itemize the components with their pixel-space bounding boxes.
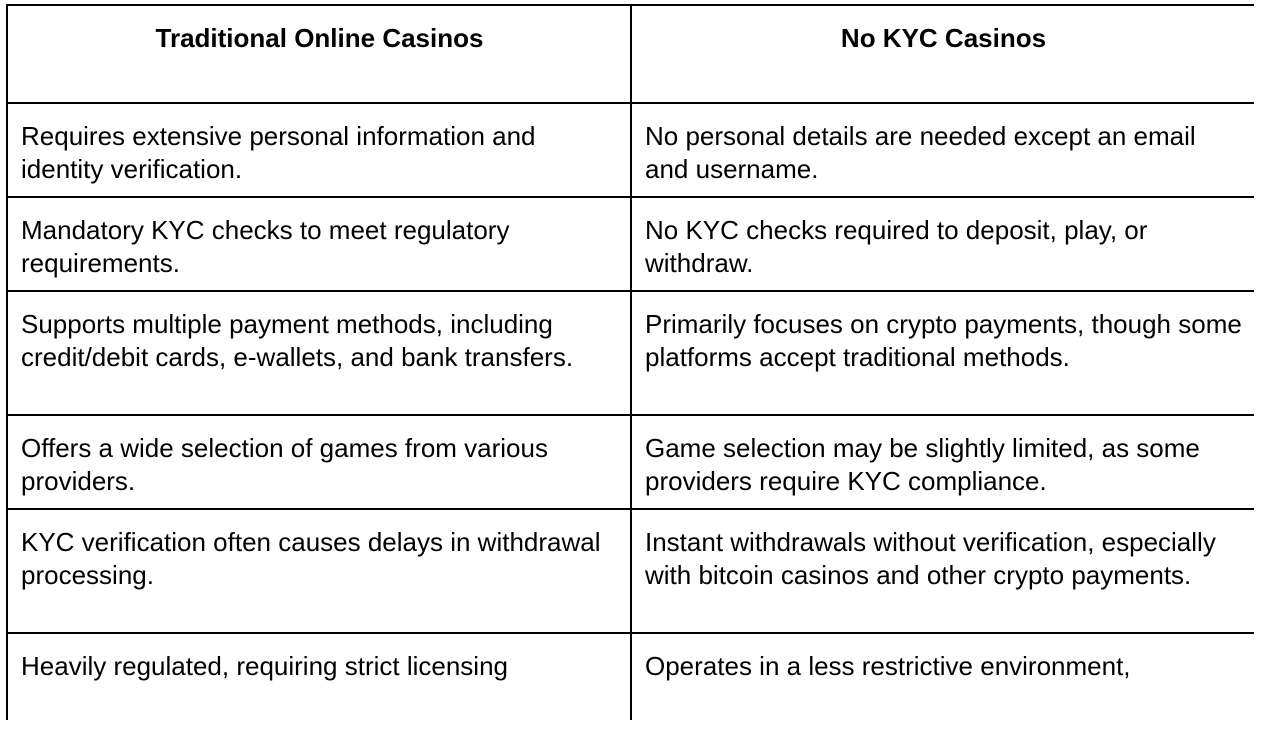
cell-no-kyc: No KYC checks required to deposit, play, or withdraw. [631, 197, 1254, 291]
cell-no-kyc: No personal details are needed except an email and username. [631, 103, 1254, 197]
table-row [7, 509, 1254, 633]
cell-traditional: Requires extensive personal information and identity verification. [7, 103, 631, 197]
comparison-table-container [6, 4, 1254, 720]
cell-no-kyc: Instant withdrawals without verification, especially with bitcoin casinos and other crypto payments. [631, 509, 1254, 633]
header-no-kyc-casinos: No KYC Casinos [631, 5, 1254, 103]
cell-traditional: Supports multiple payment methods, including credit/debit cards, e-wallets, and bank transfers. [7, 291, 631, 415]
cell-traditional: Offers a wide selection of games from various providers. [7, 415, 631, 509]
cell-no-kyc: Game selection may be slightly limited, as some providers require KYC compliance. [631, 415, 1254, 509]
table-header-row [7, 5, 1254, 103]
header-traditional-online-casinos: Traditional Online Casinos [7, 5, 631, 103]
comparison-table [6, 4, 1254, 720]
cell-traditional: Heavily regulated, requiring strict licensing [7, 633, 631, 720]
table-row [7, 633, 1254, 720]
cell-no-kyc: Primarily focuses on crypto payments, though some platforms accept traditional methods. [631, 291, 1254, 415]
cell-traditional: KYC verification often causes delays in withdrawal processing. [7, 509, 631, 633]
cell-no-kyc: Operates in a less restrictive environment, [631, 633, 1254, 720]
cell-traditional: Mandatory KYC checks to meet regulatory requirements. [7, 197, 631, 291]
table-row [7, 415, 1254, 509]
table-row [7, 197, 1254, 291]
table-row [7, 291, 1254, 415]
table-row [7, 103, 1254, 197]
